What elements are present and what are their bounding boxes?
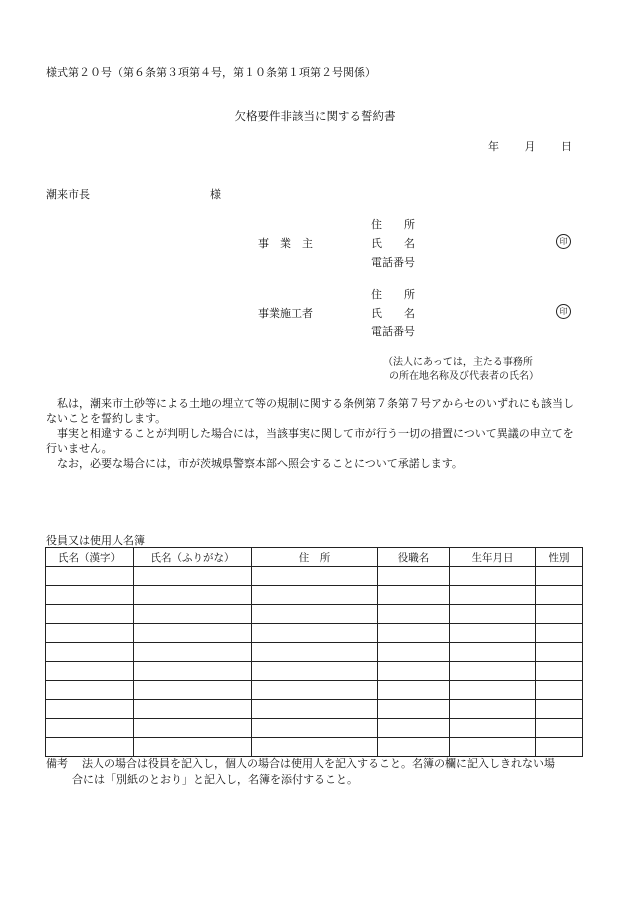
table-row [46, 662, 583, 681]
table-row [46, 719, 583, 738]
date-year-label: 年 [488, 140, 499, 153]
roster-cell[interactable] [46, 700, 134, 719]
form-number: 様式第２０号（第６条第３項第４号，第１０条第１項第２号関係） [46, 66, 376, 79]
roster-cell[interactable] [134, 567, 252, 586]
roster-cell[interactable] [536, 643, 583, 662]
remarks-line: 法人の場合は役員を記入し，個人の場合は使用人を記入すること。名簿の欄に記入しきれない場 [82, 757, 555, 770]
remarks-line: 合には「別紙のとおり」と記入し，名簿を添付すること。 [72, 773, 358, 786]
roster-cell[interactable] [378, 681, 450, 700]
roster-cell[interactable] [134, 681, 252, 700]
remarks [46, 756, 586, 788]
roster-cell[interactable] [46, 567, 134, 586]
roster-cell[interactable] [252, 738, 378, 757]
roster-cell[interactable] [450, 586, 536, 605]
date-line [488, 138, 572, 154]
roster-header-position: 役職名 [378, 548, 450, 567]
roster-cell[interactable] [134, 643, 252, 662]
roster-cell[interactable] [134, 738, 252, 757]
table-row [46, 700, 583, 719]
table-row [46, 567, 583, 586]
remarks-label: 備考 [46, 757, 68, 770]
corporate-note-line: の所在地名称及び代表者の氏名） [389, 371, 539, 382]
roster-cell[interactable] [450, 643, 536, 662]
roster-body [46, 567, 583, 757]
roster-table [45, 547, 583, 757]
employer-address-label: 住 所 [371, 218, 415, 231]
roster-cell[interactable] [134, 700, 252, 719]
roster-cell[interactable] [46, 738, 134, 757]
roster-cell[interactable] [252, 643, 378, 662]
table-row [46, 681, 583, 700]
table-row [46, 586, 583, 605]
employer-name-label: 氏 名 [371, 237, 415, 250]
oath-paragraph: 事実と相違することが判明した場合には，当該事実に関して市が行う一切の措置について異議の申立てを行いません。 [46, 427, 574, 455]
oath-body [46, 396, 584, 471]
roster-header-gender: 性別 [536, 548, 583, 567]
roster-cell[interactable] [378, 586, 450, 605]
roster-cell[interactable] [450, 662, 536, 681]
roster-cell[interactable] [46, 586, 134, 605]
roster-cell[interactable] [450, 738, 536, 757]
roster-cell[interactable] [134, 662, 252, 681]
roster-cell[interactable] [536, 719, 583, 738]
roster-cell[interactable] [378, 662, 450, 681]
roster-cell[interactable] [378, 738, 450, 757]
roster-cell[interactable] [536, 738, 583, 757]
roster-cell[interactable] [46, 662, 134, 681]
date-month-label: 月 [524, 140, 536, 153]
roster-cell[interactable] [450, 719, 536, 738]
roster-cell[interactable] [252, 662, 378, 681]
roster-cell[interactable] [46, 719, 134, 738]
roster-cell[interactable] [46, 643, 134, 662]
roster-cell[interactable] [46, 681, 134, 700]
roster-header-birthdate: 生年月日 [450, 548, 536, 567]
contractor-name-label: 氏 名 [371, 307, 415, 320]
roster-cell[interactable] [134, 605, 252, 624]
roster-cell[interactable] [378, 700, 450, 719]
corporate-note [383, 356, 583, 384]
roster-cell[interactable] [252, 567, 378, 586]
roster-cell[interactable] [536, 586, 583, 605]
roster-cell[interactable] [536, 681, 583, 700]
date-day-label: 日 [561, 140, 572, 153]
contractor-role-label: 事業施工者 [258, 307, 313, 320]
roster-cell[interactable] [134, 586, 252, 605]
document-title: 欠格要件非該当に関する誓約書 [234, 109, 396, 123]
roster-cell[interactable] [134, 624, 252, 643]
oath-paragraph: なお，必要な場合には，市が茨城県警察本部へ照会することについて承諾します。 [57, 457, 463, 470]
roster-cell[interactable] [252, 681, 378, 700]
roster-title: 役員又は使用人名簿 [46, 534, 145, 547]
roster-cell[interactable] [536, 662, 583, 681]
employer-seal-mark: 印 [556, 234, 571, 249]
employer-phone-label: 電話番号 [371, 256, 415, 269]
roster-cell[interactable] [378, 719, 450, 738]
roster-cell[interactable] [450, 700, 536, 719]
roster-cell[interactable] [134, 719, 252, 738]
roster-cell[interactable] [536, 605, 583, 624]
contractor-address-label: 住 所 [371, 288, 415, 301]
roster-cell[interactable] [46, 624, 134, 643]
roster-cell[interactable] [378, 605, 450, 624]
roster-cell[interactable] [450, 567, 536, 586]
table-row [46, 624, 583, 643]
roster-cell[interactable] [536, 567, 583, 586]
contractor-seal-mark: 印 [556, 304, 571, 319]
roster-cell[interactable] [450, 624, 536, 643]
roster-cell[interactable] [252, 700, 378, 719]
roster-header-row [46, 548, 583, 567]
addressee-name: 潮来市長 [46, 188, 90, 201]
employer-role-label: 事 業 主 [258, 237, 313, 250]
contractor-phone-label: 電話番号 [371, 325, 415, 338]
roster-cell[interactable] [252, 605, 378, 624]
roster-cell[interactable] [536, 700, 583, 719]
roster-cell[interactable] [46, 605, 134, 624]
corporate-note-line: （法人にあっては，主たる事務所 [383, 357, 533, 368]
roster-cell[interactable] [252, 624, 378, 643]
roster-cell[interactable] [378, 567, 450, 586]
roster-cell[interactable] [252, 719, 378, 738]
roster-cell[interactable] [378, 643, 450, 662]
table-row [46, 643, 583, 662]
roster-cell[interactable] [252, 586, 378, 605]
roster-header-address: 住 所 [252, 548, 378, 567]
table-row [46, 738, 583, 757]
roster-cell[interactable] [450, 605, 536, 624]
roster-header-name-kanji: 氏名（漢字） [46, 548, 134, 567]
table-row [46, 605, 583, 624]
roster-cell[interactable] [378, 624, 450, 643]
addressee-honorific: 様 [210, 188, 221, 201]
roster-cell[interactable] [536, 624, 583, 643]
oath-paragraph: 私は，潮来市土砂等による土地の埋立て等の規制に関する条例第７条第７号アからセのいずれにも該当しないことを誓約します。 [46, 397, 574, 425]
roster-header-name-furigana: 氏名（ふりがな） [134, 548, 252, 567]
roster-cell[interactable] [450, 681, 536, 700]
